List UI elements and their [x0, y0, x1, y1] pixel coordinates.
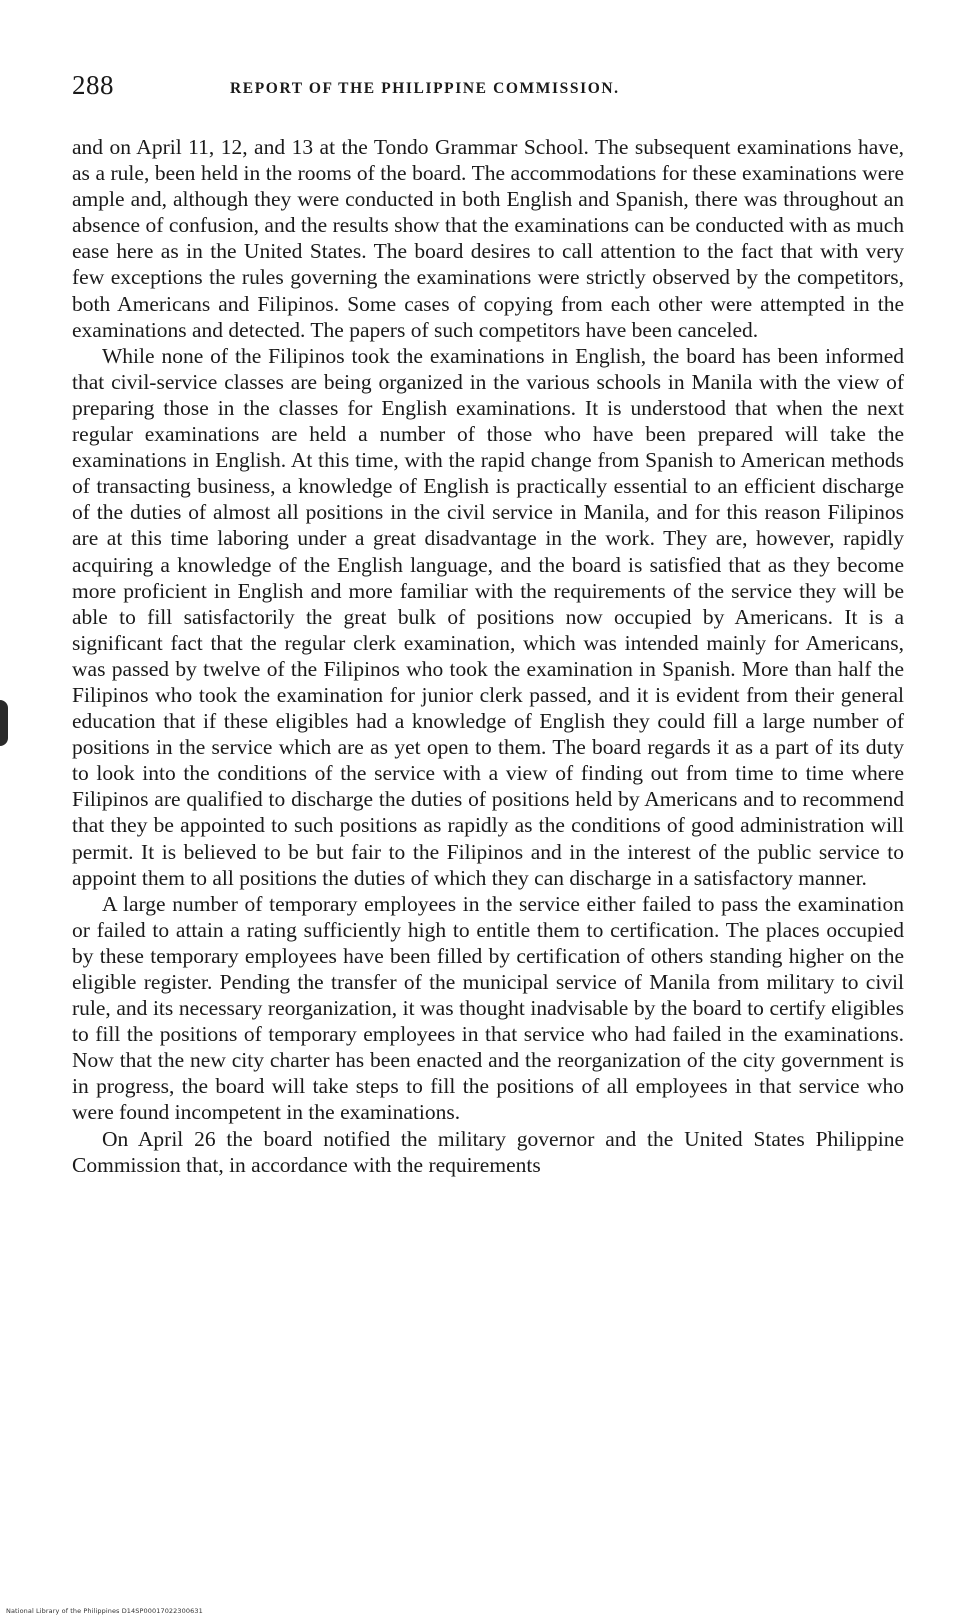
body-text — [72, 134, 904, 1178]
binding-edge-mark — [0, 700, 8, 746]
running-head: REPORT OF THE PHILIPPINE COMMISSION. — [230, 80, 620, 97]
page-number: 288 — [72, 70, 114, 100]
paragraph-continuation: and on April 11, 12, and 13 at the Tondo Grammar School. The subsequent examinations have, as a rule, been held in the rooms of the board. The accommodations for these examinations were ample and, although they were conducted in both English and Spanish, there was throughout an absence of confusion, and the results show that the examinations can be conducted with as much ease here as in the United States. The board desires to call attention to the fact that with very few exceptions the rules governing the examinations were strictly observed by the competitors, both Americans and Filipinos. Some cases of copying from each other were attempted in the examinations and detected. The papers of such competitors have been canceled. — [72, 135, 904, 342]
paragraph-filipinos-english: While none of the Filipinos took the examinations in English, the board has been informed that civil-service classes are being organized in the various schools in Manila with the view of preparing those in the classes for English examinations. It is understood that when the next regular examinations are held a number of those who have been prepared will take the examinations in English. At this time, with the rapid change from Spanish to American methods of transacting business, a knowledge of English is practically essential to an efficient discharge of the duties of almost all positions in the civil service in Manila, and for this reason Filipinos are at this time laboring under a great disadvantage in the work. They are, however, rapidly acquiring a knowledge of the English language, and the board is satisfied that as they become more proficient in English and more familiar with the requirements of the service they will be able to fill satisfactorily the great bulk of positions now occupied by Americans. It is a significant fact that the regular clerk examination, which was intended mainly for Americans, was passed by twelve of the Filipinos who took the examination in Spanish. More than half the Filipinos who took the examination for junior clerk passed, and it is evident from their general education that if these eligibles had a knowledge of English they could fill a large number of positions in the service which are as yet open to them. The board regards it as a part of its duty to look into the conditions of the service with a view of finding out from time to time where Filipinos are qualified to discharge the duties of positions held by Americans and to recommend that they be appointed to such positions as rapidly as the conditions of good administration will permit. It is believed to be but fair to the Filipinos and in the interest of the public service to appoint them to all positions the duties of which they can discharge in a satisfactory manner. — [72, 343, 904, 890]
paragraph-april-26: On April 26 the board notified the military governor and the United States Philippine Commission that, in accordance with the requirements — [72, 1126, 904, 1177]
paragraph-temporary-employees: A large number of temporary employees in the service either failed to pass the examination or failed to attain a rating sufficiently high to entitle them to certification. The places occupied by these temporary employees have been filled by certification of others standing higher on the eligible register. Pending the transfer of the municipal service of Manila from military to civil rule, and its necessary reorganization, it was thought inadvisable by the board to certify eligibles to fill the positions of temporary employees in that service who had failed in the examinations. Now that the new city charter has been enacted and the reorganization of the city government is in progress, the board will take steps to fill the positions of all employees in that service who were found incompetent in the examinations. — [72, 891, 904, 1125]
page-header — [72, 70, 902, 110]
scan-source-footer: National Library of the Philippines D14SP00017022300631 — [6, 1607, 203, 1615]
